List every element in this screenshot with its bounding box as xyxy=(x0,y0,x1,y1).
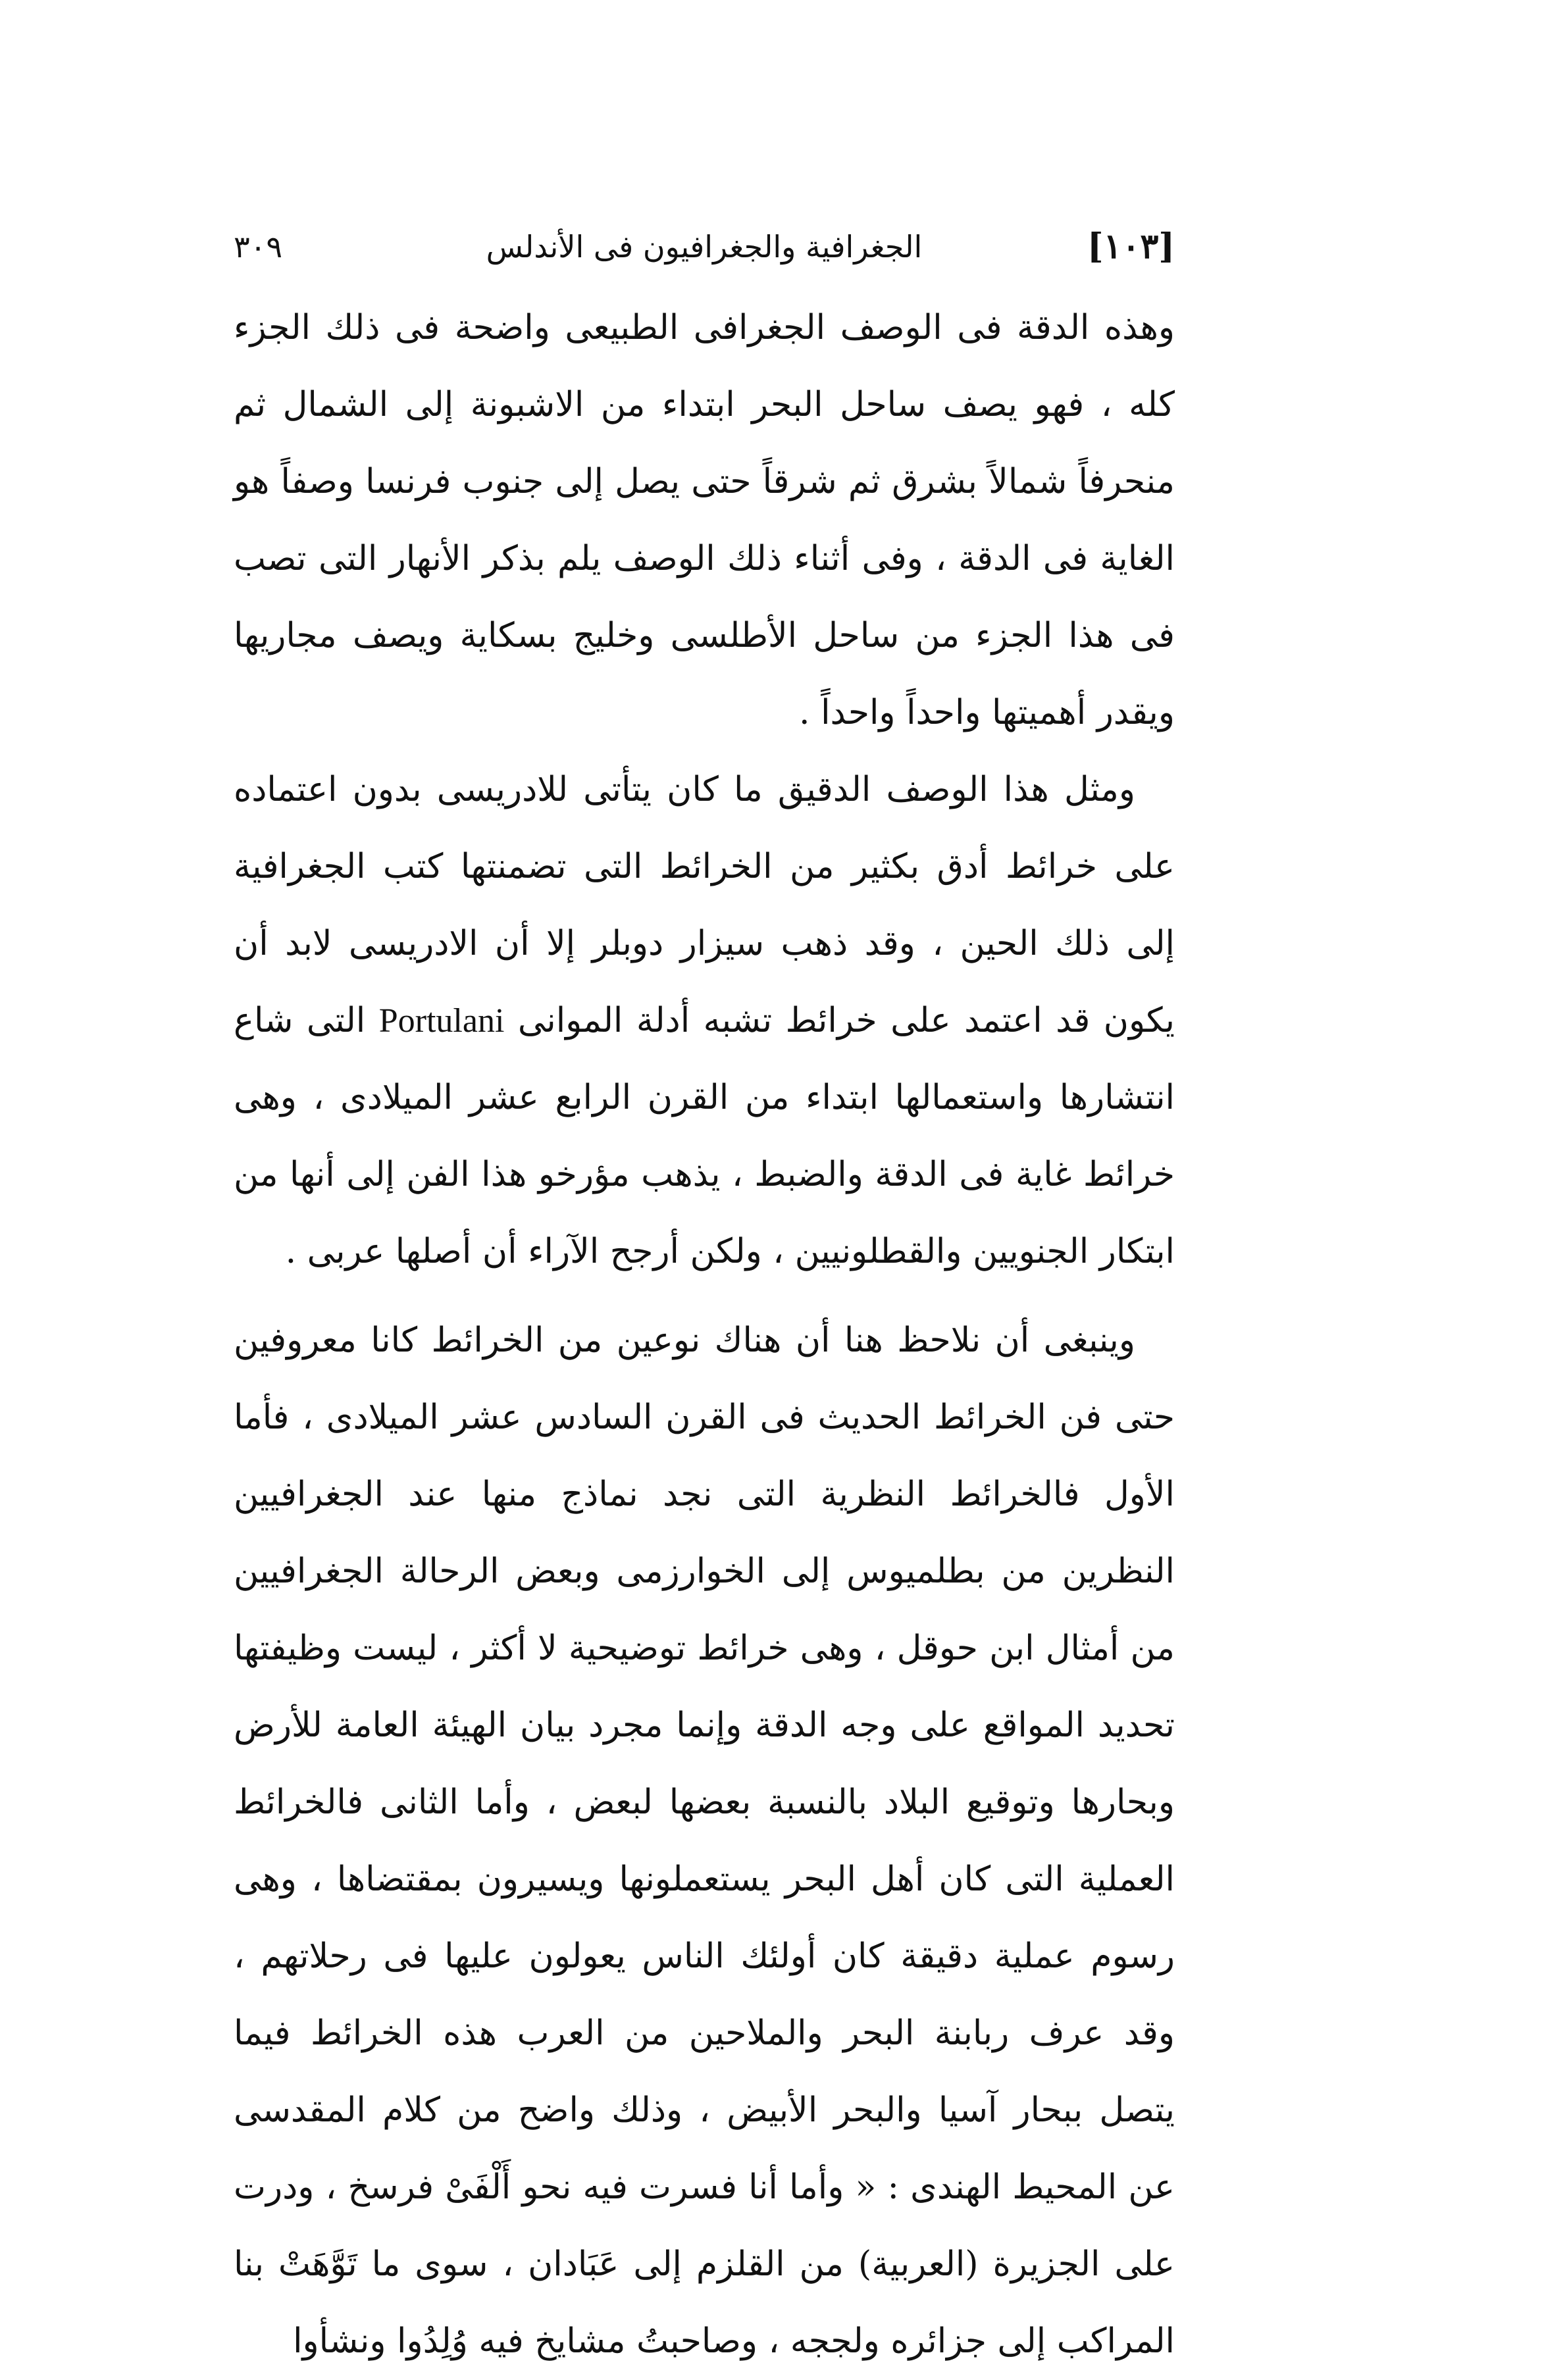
page-number: ٣٠٩ xyxy=(234,229,283,265)
section-number: [١٠٣] xyxy=(1087,226,1175,266)
paragraph-2-text-b: التى شاع انتشارها واستعمالها ابتداء من القرن الرابع عشر الميلادى ، وهى خرائط غاية فى الدقة والضبط ، يذهب مؤرخو هذا الفن إلى أنها من ابتكار الجنويين والقطلونيين ، ولكن أرجح الآراء أن أصلها عربى . xyxy=(234,1001,1175,1271)
paragraph-gap xyxy=(234,1290,1175,1302)
body-text xyxy=(234,290,1175,2380)
running-header xyxy=(234,220,1175,273)
running-title: الجغرافية والجغرافيون فى الأندلس xyxy=(486,229,923,265)
latin-term-portulani: Portulani xyxy=(378,1002,505,1040)
paragraph-1: وهذه الدقة فى الوصف الجغرافى الطبيعى واضحة فى ذلك الجزء كله ، فهو يصف ساحل البحر ابتداء من الاشبونة إلى الشمال ثم منحرفاً شمالاً بشرق ثم شرقاً حتى يصل إلى جنوب فرنسا وصفاً هو الغاية فى الدقة ، وفى أثناء ذلك الوصف يلم بذكر الأنهار التى تصب فى هذا الجزء من ساحل الأطلسى وخليج بسكاية ويصف مجاريها ويقدر أهميتها واحداً واحداً . xyxy=(234,308,1175,732)
paragraph-2-text-a: ومثل هذا الوصف الدقيق ما كان يتأتى للادريسى بدون اعتماده على خرائط أدق بكثير من الخرائط التى تضمنتها كتب الجغرافية إلى ذلك الحين ، وقد ذهب سيزار دوبلر إلا أن الادريسى لابد أن يكون قد اعتمد على خرائط تشبه أدلة الموانى xyxy=(234,770,1175,1040)
paragraph-2 xyxy=(234,751,1175,1290)
paragraph-3: وينبغى أن نلاحظ هنا أن هناك نوعين من الخرائط كانا معروفين حتى فن الخرائط الحديث فى القرن السادس عشر الميلادى ، فأما الأول فالخرائط النظرية التى نجد نماذج منها عند الجغرافيين النظرين من بطلميوس إلى الخوارزمى وبعض الرحالة الجغرافيين من أمثال ابن حوقل ، وهى خرائط توضيحية لا أكثر ، ليست وظيفتها تحديد المواقع على وجه الدقة وإنما مجرد بيان الهيئة العامة للأرض وبحارها وتوقيع البلاد بالنسبة بعضها لبعض ، وأما الثانى فالخرائط العملية التى كان أهل البحر يستعملونها ويسيرون بمقتضاها ، وهى رسوم عملية دقيقة كان أولئك الناس يعولون عليها فى رحلاتهم ، وقد عرف ربابنة البحر والملاحين من العرب هذه الخرائط فيما يتصل ببحار آسيا والبحر الأبيض ، وذلك واضح من كلام المقدسى عن المحيط الهندى : « وأما أنا فسرت فيه نحو أَلْفَىْ فرسخ ، ودرت على الجزيرة (العربية) من القلزم إلى عَبَادان ، سوى ما تَوَّهَتْ بنا المراكب إلى جزائره ولججه ، وصاحبتُ مشايخ فيه وُلِدُوا ونشأوا xyxy=(234,1321,1175,2361)
